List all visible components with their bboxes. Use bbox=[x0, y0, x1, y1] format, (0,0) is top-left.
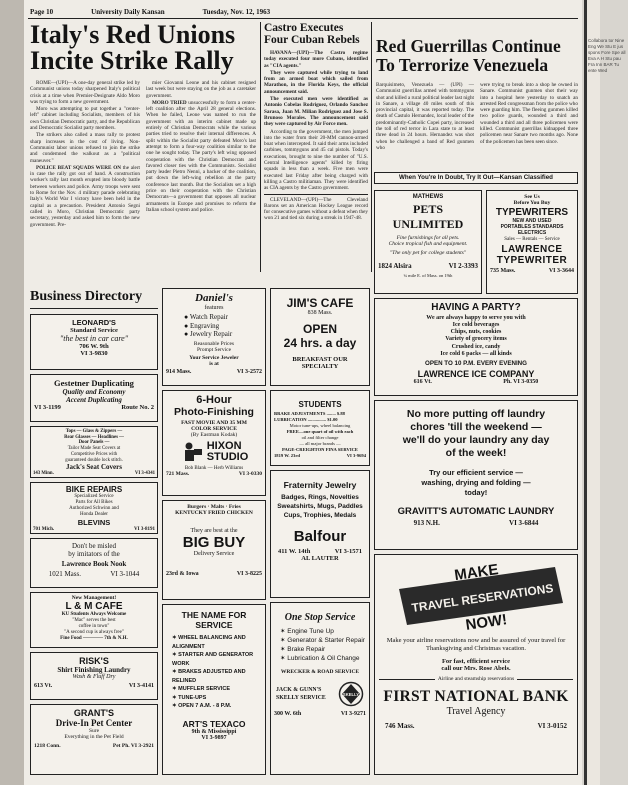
skelly-line: WRECKER & ROAD SERVICE bbox=[280, 669, 360, 675]
castro-headline: Castro Executes Four Cuban Rebels bbox=[264, 22, 360, 46]
leonards-line: "the best in car care" bbox=[59, 334, 129, 343]
hockey-para: CLEVELAND—(UPI)—The Cleveland Barons set an American Hockey League record for consecutive games without a defeat when they won 21 and tied six during a streak in 1947-48. bbox=[264, 196, 368, 222]
italy-headline: Italy's Red Unions Incite Strike Rally bbox=[30, 20, 236, 75]
balfour-address: 411 W. 14th bbox=[278, 548, 311, 555]
pets-note: ¾ mile E. of Mass. on 19th bbox=[403, 273, 453, 278]
grants-name: GRANT'S bbox=[73, 708, 115, 718]
laundry-line: chores 'till the weekend — bbox=[410, 421, 542, 433]
hixon-line: (By Eastman Kodak) bbox=[190, 432, 238, 438]
leonards-name: LEONARD'S bbox=[72, 318, 116, 327]
jacks-line: Door Panels — bbox=[78, 440, 110, 446]
balfour-phone: VI 3-1571 bbox=[334, 548, 362, 555]
arts-texaco-ad: THE NAME FOR SERVICE ✶ WHEEL BALANCING AND ALIGNMENT ✶ STARTER AND GENERATOR WORK ✶ BRAKES ADJUSTED AND RELINED ✶ MUFFLER SERVICE ✶ TUNE-UPS ✶ OPEN 7 A.M. - 8 P.M. ART'S TEXACO 9th & Mississippi VI 3-9897 bbox=[162, 604, 266, 775]
big-buy-ad bbox=[162, 500, 266, 600]
daniels-line: features bbox=[204, 305, 224, 311]
bank-address: 746 Mass. bbox=[385, 722, 415, 730]
daniels-ad: Daniel's features ● Watch Repair ● Engraving ● Jewelry Repair Reasonable Prices Prompt Service Your Service Jeweler is at 914 Mass. VI 3-2572 bbox=[162, 288, 266, 386]
students-line: BRAKE ADJUSTMENTS ........ $.88 bbox=[274, 411, 345, 416]
lm-line: "A second cup is always free" bbox=[64, 630, 124, 635]
gestetner-ad bbox=[30, 374, 158, 422]
laundry-line: Try our efficient service — bbox=[429, 468, 523, 477]
issue-date: Tuesday, Nov. 12, 1963 bbox=[202, 8, 271, 16]
jacks-phone: VI 3-4341 bbox=[134, 471, 155, 477]
italy-subhead: MORO TRIED bbox=[152, 99, 187, 106]
pets-title: PETS UNLIMITED bbox=[392, 202, 464, 231]
texaco-name: ART'S TEXACO bbox=[182, 718, 246, 729]
texaco-item: STARTER AND GENERATOR WORK bbox=[172, 652, 254, 667]
column-rule bbox=[371, 22, 372, 272]
lm-cafe-ad bbox=[30, 592, 158, 648]
typewriter-brand: TYPEWRITER bbox=[496, 255, 568, 266]
castro-para: The executed men were identified as Antonio Cobelas Rodriguez, Orlando Sanchez Sarasa, Juan M. Milian Rodriguez and Jose S. Brunoso Morales. The announcement said they were captured by Air Force men. bbox=[264, 96, 368, 128]
bigbuy-phone: VI 3-8225 bbox=[236, 571, 262, 577]
leonards-line: Standard Service bbox=[70, 327, 118, 334]
students-line: — all major brands — bbox=[299, 441, 341, 446]
party-line: We are always happy to serve you with bbox=[426, 315, 526, 321]
jims-cafe-ad bbox=[270, 288, 370, 386]
classified-banner: When You're In Doubt, Try It Out—Kansan Classified bbox=[374, 172, 578, 184]
texaco-item: MUFFLER SERVICE bbox=[178, 686, 230, 692]
gestetner-route: Route No. 2 bbox=[121, 404, 154, 411]
party-item: Crushed ice, candy bbox=[451, 343, 501, 350]
hixon-owners: Bob Blank — Herb Williams bbox=[184, 466, 244, 471]
students-address: 1819 W. 23rd bbox=[274, 453, 300, 458]
students-phone: VI 3-9694 bbox=[346, 453, 366, 458]
bike-address: 701 Mich. bbox=[33, 527, 55, 532]
typewriter-address: 735 Mass. bbox=[490, 268, 516, 274]
lm-line: KU Students Always Welcome bbox=[61, 612, 127, 617]
skelly-item: Engine Tune Up bbox=[287, 628, 334, 635]
bank-sub: Travel Agency bbox=[446, 706, 506, 717]
typewriter-line: NEW AND USED bbox=[512, 218, 552, 224]
typewriter-line: Before You Buy bbox=[513, 200, 551, 206]
daniels-line: Prompt Service bbox=[196, 346, 232, 353]
italy-para: the alert in case the rally got out of hand. A construction worker's rally last month erupted into bloody battle between workers and police. Army troops were sent to Rome for the Nov. 4 military parade celebrating Italy's World War I victory have been held in the capital as a precaution. President Antonio Segni called in Moro, Christian Democratic party secretary, yesterday and asked him to form the new government. Pre- bbox=[30, 164, 140, 228]
italy-para: The strikers also called a mass rally to protest sharp increases in the cost of living. Non-Communist labor unions refused to join the strike and condemned the walkout as a "political maneuver." bbox=[30, 132, 140, 164]
balfour-line: Cups, Trophies, Medals bbox=[283, 512, 357, 519]
students-line: Motor tune-ups, wheel balancing bbox=[289, 423, 351, 428]
bike-line: Specialized Service bbox=[74, 494, 114, 499]
lm-line: coffee in town" bbox=[78, 624, 110, 629]
students-name: PAGE-CREIGHTON FINA SERVICE bbox=[282, 447, 358, 452]
jacks-line: Rear Glasses — Headlines — bbox=[64, 434, 124, 440]
banner-text: TRAVEL RESERVATIONS bbox=[410, 581, 555, 615]
hixon-phone: VI 3-0330 bbox=[238, 471, 262, 477]
pets-line: Choice tropical fish and equipment. bbox=[388, 241, 468, 247]
party-item: Variety of grocery items bbox=[445, 336, 507, 343]
castro-story bbox=[264, 50, 368, 223]
laundry-line: washing, drying and folding — bbox=[421, 478, 531, 487]
folio-rule bbox=[28, 18, 578, 19]
jacks-line: Tops — Glass & Zippers — bbox=[65, 429, 123, 434]
lm-line: New Management! bbox=[71, 595, 117, 601]
skelly-item: Lubrication & Oil Change bbox=[287, 655, 360, 662]
party-item: Ice cold beverages bbox=[452, 322, 500, 328]
bank-phone: VI 3-0152 bbox=[537, 722, 567, 730]
italy-subhead: POLICE BEAT SQUADS WERE ON bbox=[36, 164, 121, 171]
laundry-phone: VI 3-6844 bbox=[509, 519, 539, 527]
adjacent-page-sliver bbox=[584, 0, 626, 785]
skelly-logo-icon bbox=[338, 681, 364, 707]
bank-copy: Make your airline reservations now and be assured of your travel for Thanksgiving and Christmas vacation. bbox=[386, 637, 566, 652]
first-national-bank-ad bbox=[374, 554, 578, 775]
balfour-line: Sweatshirts, Mugs, Paddles bbox=[277, 503, 363, 510]
italy-para: Moro was attempting to put together a "center-left" cabinet including Socialists, members of his own Christian Democratic party, and the Republican and Democratic Socialist party members. bbox=[30, 106, 140, 132]
skelly-phone: VI 3-9271 bbox=[340, 711, 366, 717]
bike-owner: BLEVINS bbox=[77, 518, 111, 527]
hixon-address: 721 Mass. bbox=[166, 471, 190, 477]
jims-line: BREAKFAST OUR bbox=[292, 356, 348, 363]
party-item: Chips, nuts, cookies bbox=[450, 329, 502, 336]
banner-make: MAKE bbox=[453, 561, 500, 585]
typewriter-ad bbox=[486, 190, 578, 294]
texaco-item: BRAKES ADJUSTED AND RELINED bbox=[172, 669, 246, 684]
gestetner-line: Accent Duplicating bbox=[66, 396, 122, 404]
italy-para: ROME—(UPI)—A one-day general strike led by Communist unions today sharpened Italy's political crisis at a time when Premier-Designate Aldo Moro was trying to form a new government. bbox=[30, 80, 140, 105]
grants-pet-center-ad bbox=[30, 704, 158, 775]
grants-line: Everything in the Pet Field bbox=[64, 734, 124, 740]
students-line: FREE—one quart of oil with each bbox=[286, 429, 354, 434]
daniels-item: Jewelry Repair bbox=[189, 330, 233, 338]
bike-line: Parts for All Bikes bbox=[75, 500, 113, 505]
laundry-line: of the week! bbox=[445, 447, 507, 459]
risk-name: RISK'S bbox=[79, 656, 109, 666]
ice-company-ad bbox=[374, 298, 578, 396]
pets-phone: VI 2-3393 bbox=[448, 262, 478, 270]
party-phone: Ph. VI 3-0350 bbox=[503, 379, 539, 386]
travel-banner-graphic bbox=[379, 559, 575, 633]
balfour-title: Fraternity Jewelry bbox=[283, 480, 357, 490]
texaco-phone: VI 3-9897 bbox=[201, 734, 227, 741]
daniels-name: Daniel's bbox=[195, 292, 233, 304]
jacks-line: Competitive Prices with bbox=[70, 451, 118, 457]
jims-line: OPEN bbox=[302, 322, 337, 336]
hixon-line: 6-Hour bbox=[196, 394, 232, 406]
pets-line: Fine furnishings for all pets. bbox=[396, 235, 460, 241]
risk-line: Wash & Fluff Dry bbox=[72, 674, 116, 680]
typewriter-line: ELECTRICS bbox=[517, 230, 547, 236]
texaco-title: THE NAME FOR bbox=[181, 610, 247, 620]
daniels-item: Engraving bbox=[189, 321, 220, 330]
skelly-logo-text: SKELLY bbox=[342, 692, 360, 697]
texaco-title: SERVICE bbox=[195, 620, 233, 630]
typewriter-brand: LAWRENCE bbox=[501, 244, 563, 255]
italy-para: mier Giovanni Leone and his cabinet resigned last week but were staying on the job as a caretaker government. bbox=[146, 80, 256, 99]
balfour-name: Balfour bbox=[293, 528, 347, 545]
gestetner-line: Quality and Economy bbox=[62, 388, 126, 396]
castro-para: HAVANA—(UPI)—The Castro regime today executed four more Cubans, identified as "CIA agents." bbox=[264, 50, 368, 69]
venezuela-col2: were trying to break into a shop he owned in Sanare. Communist gunmen shot their way into a hospital here yesterday to snatch an arrested Red congressman from the police who were guarding him. The fleeing gunmen killed two police guards, wounded a third and wounded a third and all three policemen were killed. Communist guerrillas kidnapped three policemen near Sanare two months ago. None of the policemen has been seen since. bbox=[480, 82, 578, 145]
grants-line: Drive-In Pet Center bbox=[55, 718, 133, 728]
jims-line: SPECIALTY bbox=[301, 363, 339, 370]
hixon-line: FAST MOVIE AND 35 MM bbox=[181, 420, 247, 426]
typewriter-line: Sales — Rentals — Service bbox=[504, 237, 560, 242]
jims-name: JIM'S CAFE bbox=[286, 296, 354, 310]
skelly-address: 300 W. 6th bbox=[274, 711, 302, 717]
bigbuy-line: KENTUCKY FRIED CHICKEN bbox=[175, 510, 253, 516]
venezuela-headline: Red Guerrillas Continue To Terrorize Venezuela bbox=[376, 36, 561, 75]
texaco-address: 9th & Mississippi bbox=[191, 728, 237, 735]
camera-person-icon bbox=[180, 440, 204, 464]
bike-line: Honda Dealer bbox=[80, 512, 108, 517]
pets-unlimited-ad bbox=[374, 190, 482, 294]
skelly-title: One Stop Service bbox=[284, 612, 356, 623]
balfour-line: Badges, Rings, Novelties bbox=[281, 494, 359, 501]
gestetner-phone: VI 3-1199 bbox=[34, 404, 61, 411]
hixon-line: COLOR SERVICE bbox=[191, 426, 237, 432]
book-line: Don't be misled bbox=[71, 542, 117, 550]
directory-rule bbox=[30, 308, 158, 309]
italy-col1 bbox=[30, 80, 140, 229]
leonards-ad bbox=[30, 314, 158, 370]
story-divider bbox=[264, 194, 368, 195]
skelly-item: Generator & Starter Repair bbox=[287, 637, 365, 644]
daniels-phone: VI 3-2572 bbox=[236, 368, 262, 375]
column-rule bbox=[260, 22, 261, 272]
bigbuy-line: Burgers · Malts · Fries bbox=[187, 504, 241, 510]
laundry-line: today! bbox=[464, 488, 488, 497]
venezuela-col1: Barquisimeto, Venezuela — (UPI) —Communist guerrillas armed with tommyguns shot and killed a rural political leader last night in Sanare, a village 40 miles south of this provincial capital, it was reported today. The death of Castulo Hernandez, local leader of the predominantly-Catholic Copei party, increased the toll of red terror in Lara state to at least three dead in 24 hours. Hernandez was shot when he challenged a band of Red gunmen who bbox=[376, 82, 474, 151]
bike-name: BIKE REPAIRS bbox=[65, 485, 123, 494]
daniels-line: Reasonable Prices bbox=[193, 340, 235, 347]
book-address: 1021 Mass. bbox=[48, 570, 81, 578]
adjacent-page-text: Collabora tor Nine Eng We Stu E jus spons Fore Spe all Eva A H Stu pau Fra Inn BAR Tu ente Wed bbox=[588, 38, 626, 73]
laundry-line: we'll do your laundry any day bbox=[402, 434, 550, 446]
laundry-address: 913 N.H. bbox=[413, 519, 440, 527]
texaco-item: TUNE-UPS bbox=[178, 694, 207, 701]
grants-phone: Pet Ph. VI 3-2921 bbox=[112, 743, 154, 749]
paper-name: University Daily Kansan bbox=[91, 8, 165, 16]
risk-phone: VI 3-4141 bbox=[128, 683, 154, 689]
book-line: by imitators of the bbox=[68, 550, 120, 558]
leonards-phone: VI 3-9830 bbox=[80, 350, 108, 357]
italy-para: unsuccessfully to form a center-left coalition after the April 28 general elections. When he failed, Leone was named to run the government with an interim cabinet made up entirely of Christian Democrats while the various parties tried to resolve their internal differences. A split within the Socialist party defeated Moro's last attempt to form a four-way coalition similar to the one he sought today. The party's left wing opposed cooperation with the Christian Democrats and favored closer ties with the Communists. Socialist party leader Pietro Nenni, a backer of the coalition, put down the left-wing rebellion at the party conference last month. But the Socialists set a high price on their cooperation with the Christian Democrats—a government that opposes all nuclear armaments in Europe and promises to reform the Italian school system and police. bbox=[146, 99, 257, 213]
jacks-name: Jack's Seat Covers bbox=[66, 463, 122, 472]
typewriter-phone: VI 3-3644 bbox=[548, 268, 574, 274]
page-gutter bbox=[0, 0, 24, 785]
lm-name: L & M CAFE bbox=[65, 601, 123, 612]
jacks-line: guaranteed double lock stitch. bbox=[65, 457, 123, 463]
risks-laundry-ad bbox=[30, 652, 158, 700]
students-title: STUDENTS bbox=[298, 400, 342, 409]
skelly-service-ad: One Stop Service ✶ Engine Tune Up ✶ Generator & Starter Repair ✶ Brake Repair ✶ Lubrication & Oil Change WRECKER & ROAD SERVICE JACK & GUNN'S SKELLY SERVICE SKELLY 300 W. 6th VI 3-9271 bbox=[270, 602, 370, 775]
pets-line: "The only pet for college students" bbox=[389, 250, 467, 256]
bank-name: FIRST NATIONAL BANK bbox=[383, 688, 569, 705]
party-company-name: LAWRENCE ICE COMPANY bbox=[417, 369, 535, 380]
book-name: Lawrence Book Nook bbox=[61, 560, 127, 568]
skelly-name: SKELLY SERVICE bbox=[276, 695, 326, 701]
bike-line: Authorized Schwinn and bbox=[69, 506, 119, 511]
bike-phone: VI 3-8191 bbox=[134, 527, 155, 532]
party-item: Ice cold 6 packs — all kinds bbox=[440, 350, 512, 357]
skelly-name: JACK & GUNN'S bbox=[276, 687, 322, 693]
texaco-item: WHEEL BALANCING AND ALIGNMENT bbox=[172, 635, 246, 650]
bigbuy-line: They are best at the bbox=[190, 528, 238, 534]
banner-now: NOW! bbox=[464, 611, 509, 634]
pets-address: 1824 Alsira bbox=[378, 262, 412, 270]
typewriter-line: PORTABLES STANDARDS bbox=[500, 224, 564, 230]
book-nook-ad bbox=[30, 538, 158, 588]
jacks-line: Tailor Made Seat Covers at bbox=[67, 446, 121, 452]
bank-line: call our Mrs. Rose Abels. bbox=[441, 665, 511, 672]
balfour-ad bbox=[270, 470, 370, 598]
jacks-address: 143 Minn. bbox=[33, 471, 54, 477]
risk-address: 613 Vt. bbox=[34, 683, 53, 689]
grants-line: Sure bbox=[88, 728, 100, 734]
folio bbox=[30, 8, 270, 16]
hixon-line: Photo-Finishing bbox=[174, 406, 254, 418]
page-creighton-fina-ad bbox=[270, 390, 370, 466]
business-directory-title: Business Directory bbox=[30, 289, 143, 304]
texaco-item: OPEN 7 A.M. - 8 P.M. bbox=[178, 703, 232, 709]
book-phone: VI 3-1044 bbox=[110, 570, 140, 578]
risk-line: Shirt Finishing Laundry bbox=[57, 666, 131, 674]
party-title: HAVING A PARTY? bbox=[431, 302, 521, 313]
jims-line: 24 hrs. a day bbox=[283, 336, 357, 350]
italy-col2 bbox=[146, 80, 256, 214]
hixon-studio-ad bbox=[162, 390, 266, 496]
skelly-item: Brake Repair bbox=[287, 646, 326, 653]
balfour-owner: AL LAUTER bbox=[301, 555, 339, 562]
bank-rule-text: Airline and steamship reservations bbox=[437, 676, 515, 682]
students-line: LUBRICATION ................ $1.00 bbox=[274, 417, 338, 422]
party-hours: OPEN TO 10 P.M. EVERY EVENING bbox=[425, 360, 527, 368]
hixon-name: STUDIO bbox=[206, 451, 249, 463]
bigbuy-name: BIG BUY bbox=[182, 534, 246, 551]
bike-repairs-ad bbox=[30, 482, 158, 534]
party-address: 616 Vt. bbox=[413, 379, 432, 386]
bigbuy-address: 23rd & Iowa bbox=[166, 571, 199, 577]
hixon-name: HIXON bbox=[206, 440, 242, 452]
laundry-name: GRAVITT'S AUTOMATIC LAUNDRY bbox=[397, 506, 555, 517]
jims-address: 838 Mass. bbox=[307, 310, 333, 316]
adjacent-page-rule bbox=[584, 0, 587, 785]
bigbuy-line: Delivery Service bbox=[193, 551, 235, 557]
jacks-seat-covers-ad bbox=[30, 426, 158, 478]
castro-para: They were captured while trying to land from an armed boat which sailed from Marathon, in the Florida Keys, the official announcement said. bbox=[264, 69, 368, 95]
bank-line: For fast, efficient service bbox=[441, 658, 511, 665]
students-line: oil and filter change bbox=[301, 435, 339, 440]
typewriter-line: See Us bbox=[524, 194, 540, 200]
page-number: Page 10 bbox=[30, 8, 54, 16]
castro-para: According to the government, the men jumped into the water from their 20-MM cannon-armed boat when intercepted. It said their arms included carbines, tommyguns and 45 cal pistols. Today's executions, brought to nine the number of "U.S. Central Intelligence agents" killed by firing squads in less than a week. Five men were executed last Friday after being charged with killing a Castro militiaman. They were identified as CIA agents by the Castro government. bbox=[264, 128, 368, 192]
lm-line: Fine Food ———— 7th & N.H. bbox=[60, 636, 128, 641]
newspaper-page bbox=[24, 0, 582, 785]
daniels-address: 914 Mass. bbox=[166, 368, 192, 375]
daniels-item: Watch Repair bbox=[189, 313, 228, 321]
grants-address: 1218 Conn. bbox=[34, 743, 61, 749]
leonards-address: 706 W. 9th bbox=[79, 343, 109, 350]
daniels-line: Your Service Jeweler bbox=[189, 354, 239, 361]
gestetner-name: Gestetner Duplicating bbox=[54, 378, 134, 388]
gravitts-laundry-ad bbox=[374, 400, 578, 550]
pets-top: MATHEWS bbox=[412, 194, 444, 200]
lm-line: "Mac" serves the best bbox=[72, 618, 116, 623]
laundry-line: No more putting off laundry bbox=[406, 408, 546, 420]
typewriter-title: TYPEWRITERS bbox=[495, 207, 569, 218]
daniels-line: is at bbox=[209, 360, 219, 367]
